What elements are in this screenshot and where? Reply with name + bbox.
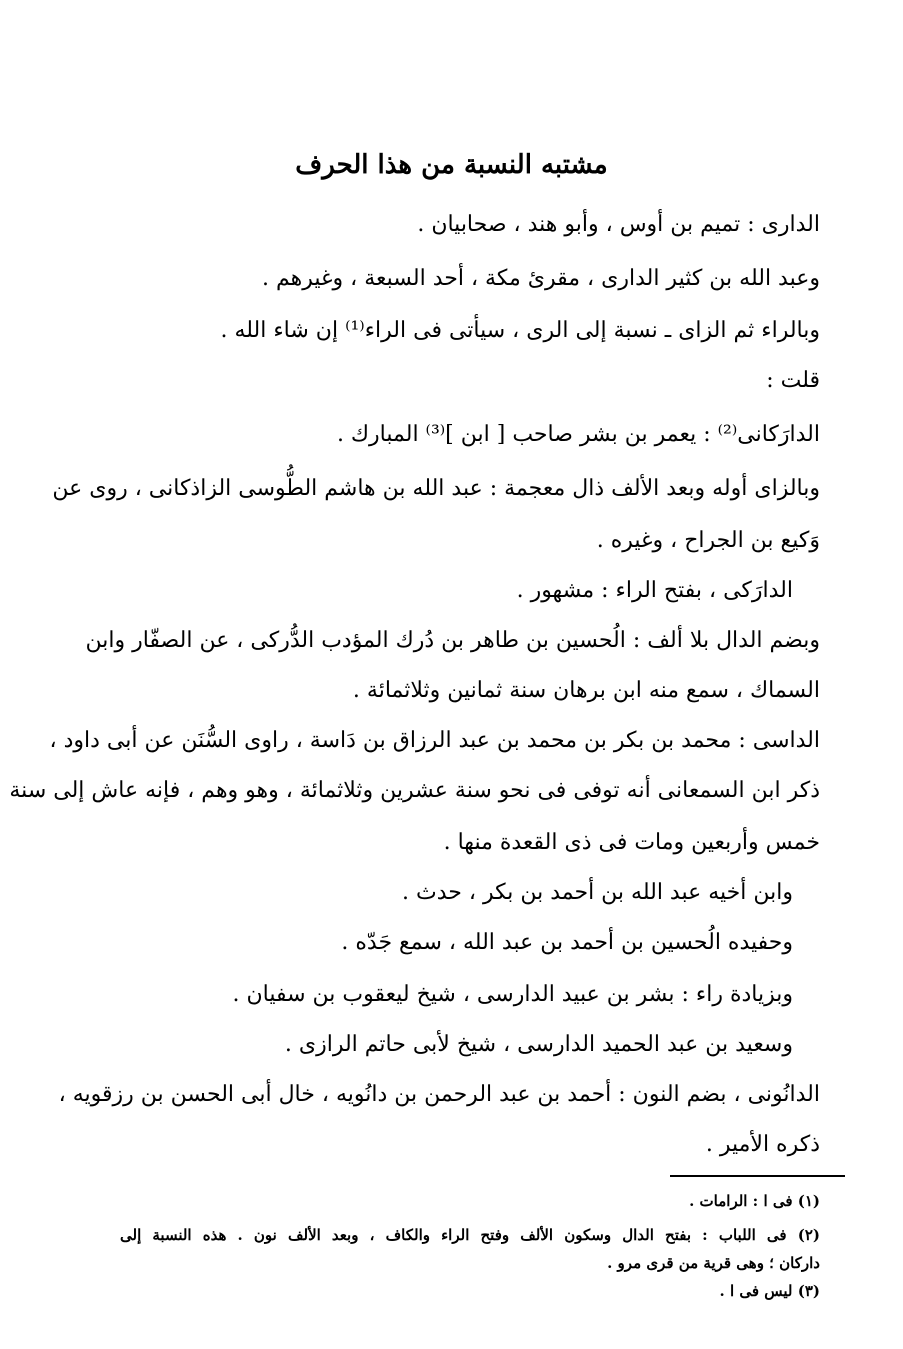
text-line: الدارى : تميم بن أوس ، وأبو هند ، صحابيان . [417, 212, 820, 237]
footnote: (٣) ليس فى ا . [719, 1282, 820, 1300]
text-line: الدانُونى ، بضم النون : أحمد بن عبد الرحمن بن دانُويه ، خال أبى الحسن بن رزقويه ، [58, 1082, 820, 1107]
text-line: وسعيد بن عبد الحميد الدارسى ، شيخ لأبى حاتم الرازى . [284, 1032, 793, 1057]
text-line: السماك ، سمع منه ابن برهان سنة ثمانين وثلاثمائة . [352, 678, 820, 703]
text-line: وحفيده الُحسين بن أحمد بن عبد الله ، سمع جَدّه . [341, 930, 793, 955]
text-line: وَكيع بن الجراح ، وغيره . [596, 528, 820, 553]
text-line: الدارَكى ، بفتح الراء : مشهور . [516, 578, 793, 603]
text-line: وبالزاى أوله وبعد الألف ذال معجمة : عبد الله بن هاشم الطُّوسى الزاذكانى ، روى عن [52, 476, 820, 501]
text-line: وبالراء ثم الزاى ـ نسبة إلى الرى ، سيأتى فى الراء⁽¹⁾ إن شاء الله . [220, 318, 820, 343]
text-line: وابن أخيه عبد الله بن أحمد بن بكر ، حدث . [402, 880, 793, 905]
text-line: ذكره الأمير . [705, 1132, 820, 1157]
text-line: ذكر ابن السمعانى أنه توفى فى نحو سنة عشرين وثلاثمائة ، وهو وهم ، فإنه عاش إلى سنة [9, 778, 820, 803]
footnote-divider [670, 1175, 845, 1177]
text-line: وعبد الله بن كثير الدارى ، مقرئ مكة ، أحد السبعة ، وغيرهم . [261, 266, 820, 291]
footnote: (٢) فى اللباب : بفتح الدال وسكون الألف وفتح الراء والكاف ، وبعد الألف نون . هذه النسبة إلى [120, 1226, 820, 1244]
text-line: خمس وأربعين ومات فى ذى القعدة منها . [443, 830, 820, 855]
footnote: داركان ؛ وهى قرية من قرى مرو . [607, 1254, 820, 1272]
section-title: مشتبه النسبة من هذا الحرف [295, 150, 608, 180]
text-line: وبضم الدال بلا ألف : الُحسين بن طاهر بن دُرك المؤدب الدُّركى ، عن الصفّار وابن [85, 628, 820, 653]
text-line: الداسى : محمد بن بكر بن محمد بن عبد الرزاق بن دَاسة ، راوى السُّنَن عن أبى داود ، [49, 728, 820, 753]
text-line: وبزيادة راء : بشر بن عبيد الدارسى ، شيخ ليعقوب بن سفيان . [232, 982, 793, 1007]
text-line: الدارَكانى⁽²⁾ : يعمر بن بشر صاحب [ ابن ]⁽³⁾ المبارك . [336, 422, 820, 447]
text-line: قلت : [766, 368, 820, 393]
footnote: (١) فى ا : الرامات . [689, 1192, 820, 1210]
